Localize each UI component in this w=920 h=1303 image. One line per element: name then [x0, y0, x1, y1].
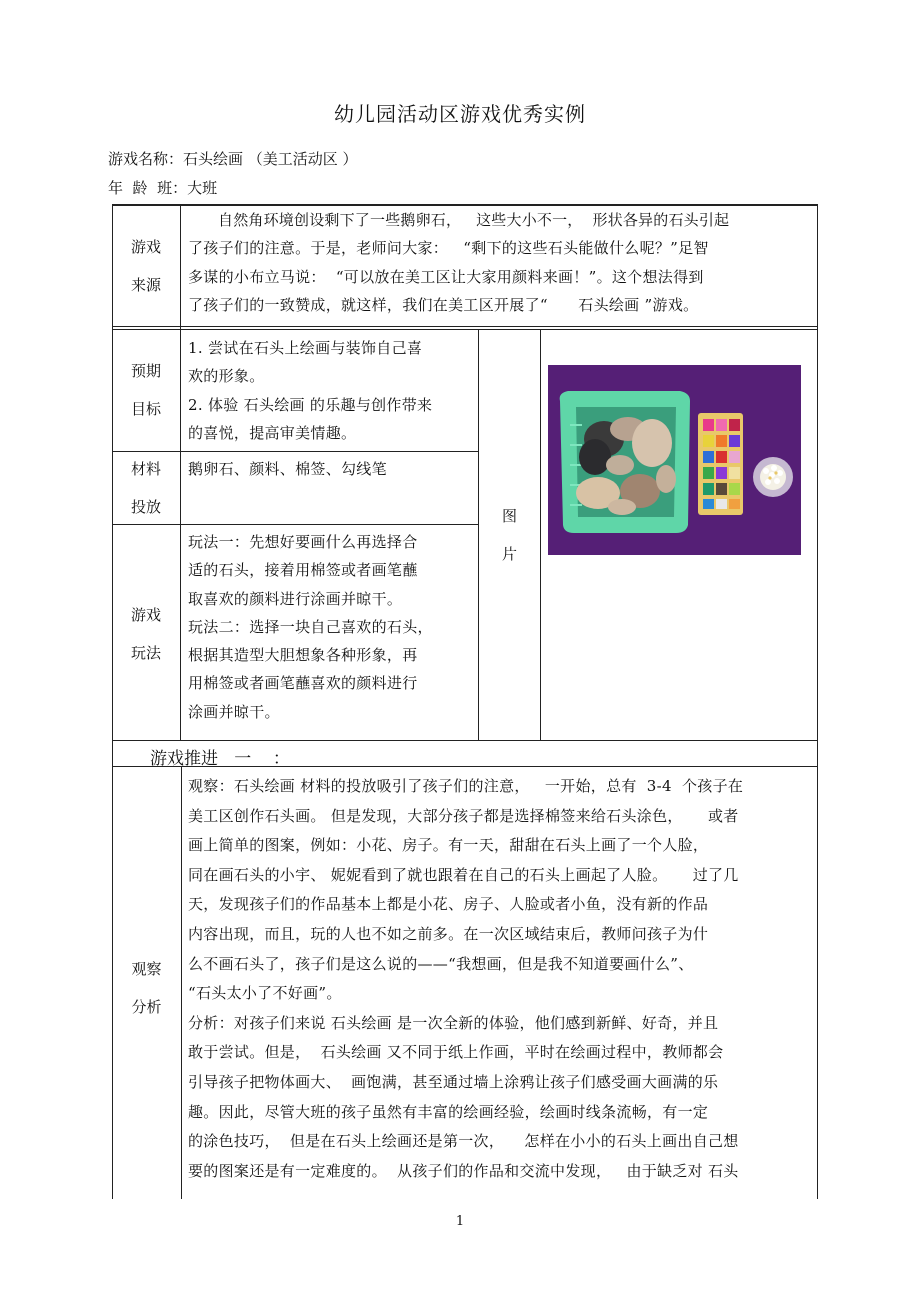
observe-text: 观察：石头绘画 材料的投放吸引了孩子们的注意， 一开始，总有 3-4 个孩子在 美工区创作石头画。 但是发现，大部分孩子都是选择棉签来给石头涂色， 或者 画上简单的图案，例如：小花、房子。有一天，甜甜在石头上画了一个人脸， 同在画石头的小宇、 妮妮看到了就也跟着在自己的石头上画起了人脸。 过了几 天，发现孩子们的作品基本上都是小花、房子、人脸或者小鱼，没有新的作品 内容出现，而且，玩的人也不如之前多。在一次区域结束后，教师问孩子为什 么不画石头了，孩子们是这么说的——“我想画，但是我不知道要画什么”、 “石头太小了不好画”。 分析：对孩子们来说 石头绘画 是一次全新的体验，他们感到新鲜、好奇，并且 敢于尝试。但是， 石头绘画 又不同于纸上作画，平时在绘画过程中，教师都会 引导孩子把物体画大、 画饱满，甚至通过墙上涂鸦让孩子们感受画大画满的乐 趣。因此，尽管大班的孩子虽然有丰富的绘画经验，绘画时线条流畅，有一定 的涂色技巧， 但是在石头上绘画还是第一次， 怎样在小小的石头上画出自己想 要的图案还是有一定难度的。 从孩子们的作品和交流中发现， 由于缺乏对 石头: [188, 777, 744, 1180]
paint-palette-icon: [698, 413, 743, 515]
game-name-value: 石头绘画 （美工活动区 ）: [183, 150, 358, 168]
age-value: 大班: [187, 179, 218, 197]
age-line: [108, 177, 217, 198]
play-label: 游戏 玩法: [130, 606, 161, 662]
goal-text: 1. 尝试在石头上绘画与装饰自己喜 欢的形象。 2. 体验 石头绘画 的乐趣与创作带来 的喜悦，提高审美情趣。: [188, 339, 433, 442]
game-name-line: [108, 148, 358, 169]
age-label: 年 龄 班：: [108, 179, 188, 197]
goal-label: 预期 目标: [130, 362, 161, 418]
basket-icon: [560, 391, 690, 533]
game-name-label: 游戏名称：: [108, 150, 184, 168]
source-text: 自然角环境创设剩下了一些鹅卵石， 这些大小不一， 形状各异的石头引起 了孩子们的注意。于是，老师问大家： “剩下的这些石头能做什么呢？”足智 多谋的小布立马说： “可以放在美工区让大家用颜料来画！”。这个想法得到 了孩子们的一致赞成，就这样，我们在美工区开展了“ 石头绘画 ”游戏。: [188, 211, 730, 314]
material-label: 材料 投放: [130, 460, 161, 516]
cotton-swab-cup-icon: [753, 457, 793, 497]
source-label: 游戏 来源: [130, 238, 161, 294]
material-text: 鹅卵石、颜料、棉签、勾线笔: [188, 460, 387, 478]
observe-label: 观察 分析: [131, 960, 162, 1016]
progress-heading: 游戏推进 一 ：: [150, 749, 290, 769]
stones-photo: [548, 365, 801, 555]
page-title: 幼儿园活动区游戏优秀实例: [334, 102, 586, 126]
play-text: 玩法一：先想好要画什么再选择合 适的石头，接着用棉签或者画笔蘸 取喜欢的颜料进行涂画并晾干。 玩法二：选择一块自己喜欢的石头， 根据其造型大胆想象各种形象，再 用棉签或者画笔蘸喜欢的颜料进行 涂画并晾干。: [188, 533, 433, 721]
page-number: 1: [455, 1214, 465, 1229]
stones-photo-illustration: [548, 365, 801, 555]
picture-label: 图 片: [501, 507, 517, 563]
